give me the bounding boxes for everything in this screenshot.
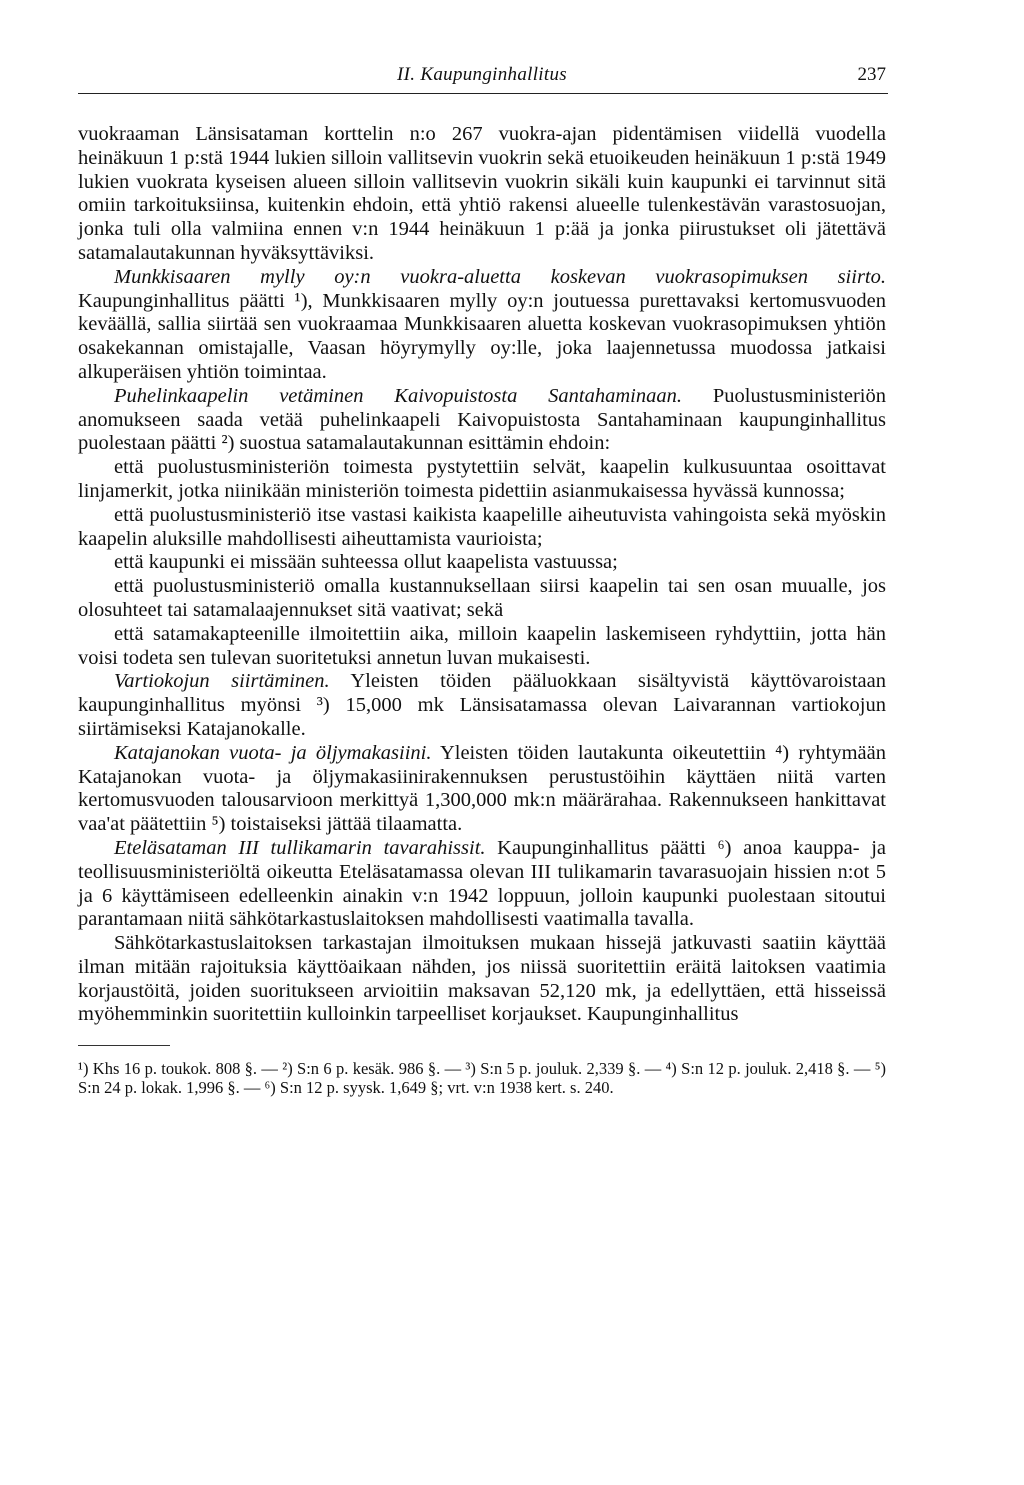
paragraph — [78, 575, 886, 623]
paragraph — [78, 504, 886, 552]
paragraph — [78, 837, 886, 932]
section-title: II. Kaupunginhallitus — [397, 64, 567, 85]
paragraph-text: että puolustusministeriö omalla kustannuksellaan siirsi kaapelin tai sen osan muualle, jos olosuhteet tai satamalaajennukset sitä vaativat; sekä — [78, 575, 886, 621]
paragraph — [78, 742, 886, 837]
paragraph — [78, 551, 886, 575]
paragraph-heading: Eteläsataman III tullikamarin tavarahissit. — [114, 836, 486, 859]
paragraph-text: vuokraaman Länsisataman korttelin n:o 267 vuokra-ajan pidentämisen viidellä vuodella heinäkuun 1 p:stä 1944 lukien silloin vallitsevin vuokrin sekä etuoikeuden heinäkuun 1 p:stä 1949 lukien vuokrata kyseisen alueen silloin vallitsevin vuokrin sikäli kuin kaupunki ei tarvinnut sitä omiin tarkoituksiinsa, kuitenkin ehdoin, että yhtiö rakensi alueelle tulenkestävän varastosuojan, jonka tuli olla valmiina ennen v:n 1944 heinäkuun 1 p:ää ja jonka piirustukset oli jätettävä satamalautakunnan hyväksyttäviksi. — [78, 123, 886, 264]
paragraph — [78, 670, 886, 741]
paragraph-heading: Vartiokojun siirtäminen. — [114, 670, 330, 693]
paragraph-heading: Puhelinkaapelin vetäminen Kaivopuistosta Santahaminaan. — [114, 384, 682, 407]
footnote-rule — [78, 1045, 170, 1046]
paragraph-text: että satamakapteenille ilmoitettiin aika, milloin kaapelin laskemiseen ryhdyttiin, jotta hän voisi todeta sen tulevan suoritetuksi annetun luvan mukaisesti. — [78, 622, 886, 669]
page-number: 237 — [857, 64, 886, 85]
paragraph — [78, 123, 886, 266]
paragraph-heading: Munkkisaaren mylly oy:n vuokra-aluetta koskevan vuokrasopimuksen siirto. — [114, 265, 886, 288]
paragraph — [78, 456, 886, 504]
running-header — [78, 64, 886, 92]
header-rule — [78, 93, 888, 94]
paragraph-text: Kaupunginhallitus päätti ¹), Munkkisaaren mylly oy:n joutuessa purettavaksi kertomusvuoden keväällä, sallia siirtää sen vuokraamaa Munkkisaaren aluetta koskevan vuokrasopimuksen yhtiön osakekannan omistajalle, Vaasan höyrymylly oy:lle, joka laajennetussa muodossa jatkaisi alkuperäisen yhtiön toimintaa. — [78, 289, 886, 383]
footnotes — [78, 1059, 886, 1097]
paragraph — [78, 932, 886, 1027]
paragraph — [78, 266, 886, 385]
paragraph-text: että puolustusministeriön toimesta pystytettiin selvät, kaapelin kulkusuuntaa osoittavat linjamerkit, jotka niinikään ministeriön toimesta pidettiin asianmukaisessa hyvässä kunnossa; — [78, 456, 886, 502]
paragraph — [78, 623, 886, 671]
paragraph-text: Yleisten töiden lautakunta oikeutettiin ⁴) ryhtymään Katajanokan vuota- ja öljymakasiinirakennuksen perustustöihin käyttäen niitä varten kertomusvuoden talousarvioon merkittyä 1,300,000 mk:n määrärahaa. Rakennukseen hankittavat vaa'at päätettiin ⁵) toistaiseksi jättää tilaamatta. — [78, 741, 886, 836]
body-text — [78, 123, 886, 1027]
paragraph-text: että kaupunki ei missään suhteessa ollut kaapelista vastuussa; — [114, 551, 618, 574]
paragraph-text: Kaupunginhallitus päätti ⁶) anoa kauppa- ja teollisuusministeriöltä oikeutta Eteläsatamassa olevan III tulikamarin tavarasuojain hissien n:ot 5 ja 6 käyttämiseen edelleenkin ainakin v:n 1942 loppuun, jolloin kaupunki puolestaan sitoutui parantamaan niitä sähkötarkastuslaitoksen mahdollisesti vaatimalla tavalla. — [78, 836, 886, 931]
paragraph-text: Yleisten töiden pääluokkaan sisältyvistä käyttövaroistaan kaupunginhallitus myönsi ³) 15,000 mk Länsisatamassa olevan Laivarannan vartiokojun siirtämiseksi Katajanokalle. — [78, 670, 886, 740]
paragraph-text: Sähkötarkastuslaitoksen tarkastajan ilmoituksen mukaan hissejä jatkuvasti saatiin käyttää ilman mitään rajoituksia käyttöaikaan nähden, jos niissä suoritettiin eräitä laitoksen vaatimia korjaustöitä, joiden suoritukseen arvioitiin maksavan 52,120 mk, ja edellyttäen, että hisseissä myöhemminkin suoritettiin kulloinkin tarpeelliset korjaukset. Kaupunginhallitus — [78, 932, 886, 1026]
paragraph-heading: Katajanokan vuota- ja öljymakasiini. — [114, 741, 432, 764]
paragraph-text: Puolustusministeriön anomukseen saada vetää puhelinkaapeli Kaivopuistosta Santahaminaan kaupunginhallitus puolestaan päätti ²) suostua satamalautakunnan esittämin ehdoin: — [78, 384, 886, 455]
paragraph-text: että puolustusministeriö itse vastasi kaikista kaapelille aiheutuvista vahingoista sekä myöskin kaapelin aluksille mahdollisesti aiheuttamista vaurioista; — [78, 503, 886, 550]
footnote-text: ¹) Khs 16 p. toukok. 808 §. — ²) S:n 6 p. kesäk. 986 §. — ³) S:n 5 p. jouluk. 2,339 §. — ⁴) S:n 12 p. jouluk. 2,418 §. — ⁵) S:n 24 p. lokak. 1,996 §. — ⁶) S:n 12 p. syysk. 1,649 §; vrt. v:n 1938 kert. s. 240. — [78, 1059, 886, 1097]
paragraph — [78, 385, 886, 456]
